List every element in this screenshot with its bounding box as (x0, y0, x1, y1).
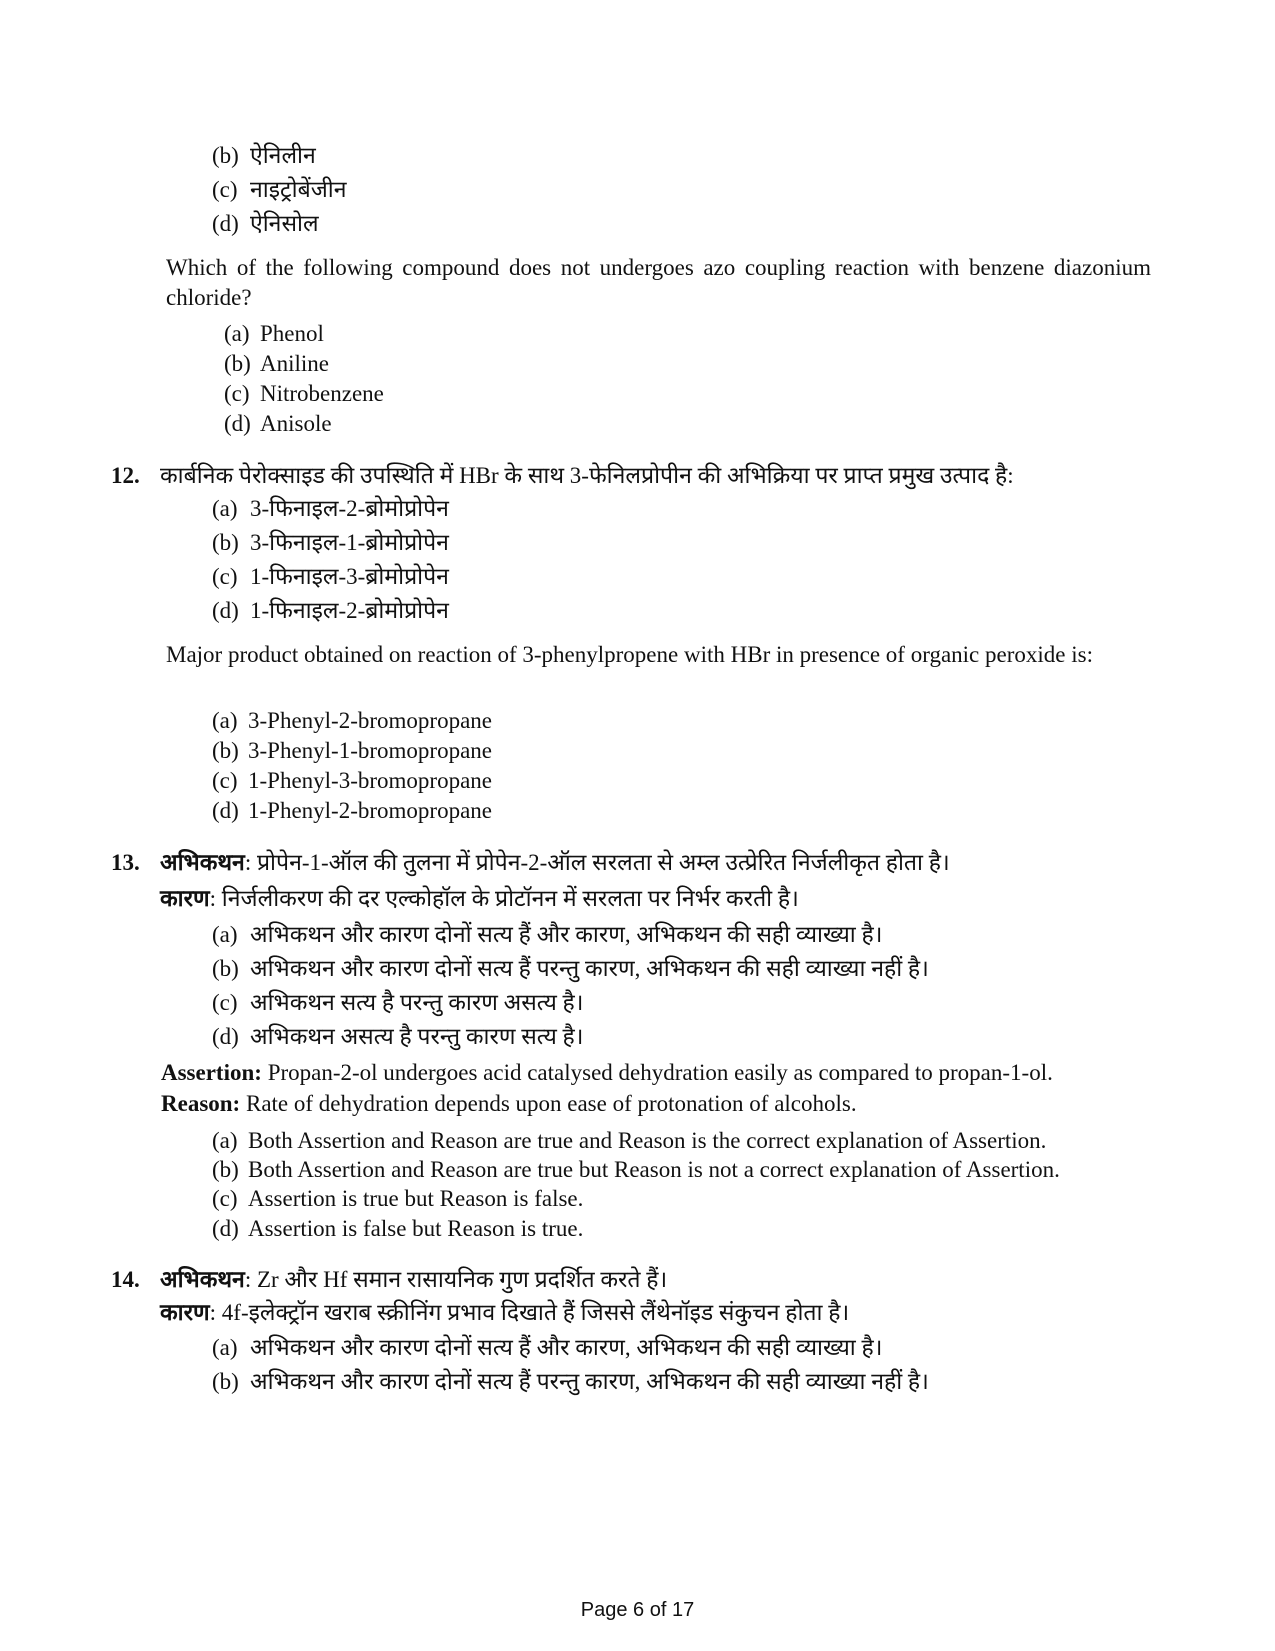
list-item (212, 562, 449, 592)
option-text: अभिकथन सत्य है परन्तु कारण असत्य है। (250, 990, 584, 1015)
option-text: 3-फिनाइल-2-ब्रोमोप्रोपेन (250, 496, 449, 521)
option-label: (b) (212, 738, 239, 763)
option-text: 3-Phenyl-1-bromopropane (248, 738, 492, 763)
option-text: Both Assertion and Reason are true but Reason is not a correct explanation of Assertion. (248, 1157, 1060, 1182)
list-item (224, 379, 384, 409)
list-item (212, 766, 492, 796)
assertion-text: Propan-2-ol undergoes acid catalysed dehydration easily as compared to propan-1-ol. (261, 1060, 1053, 1085)
option-label: (c) (212, 768, 238, 793)
option-label: (a) (212, 1335, 238, 1360)
option-text: 3-फिनाइल-1-ब्रोमोप्रोपेन (250, 530, 449, 555)
option-label: (a) (224, 321, 250, 346)
option-label: (c) (212, 177, 238, 202)
option-text: अभिकथन असत्य है परन्तु कारण सत्य है। (250, 1024, 584, 1049)
option-text: अभिकथन और कारण दोनों सत्य हैं परन्तु कारण, अभिकथन की सही व्याख्या नहीं है। (250, 956, 929, 981)
option-label: (b) (212, 1157, 239, 1182)
option-text: Assertion is false but Reason is true. (248, 1216, 584, 1241)
q12-question-hindi: कार्बनिक पेरोक्साइड की उपस्थिति में HBr के साथ 3-फेनिलप्रोपीन की अभिक्रिया पर प्राप्त प्रमुख उत्पाद है: (160, 463, 1014, 488)
option-text: 1-फिनाइल-3-ब्रोमोप्रोपेन (250, 564, 449, 589)
q13-assertion-english (161, 1058, 1053, 1088)
list-item (212, 954, 929, 984)
reason-label: Reason: (161, 1091, 241, 1116)
list-item (212, 528, 449, 558)
option-label: (c) (224, 381, 250, 406)
option-text: ऐनिलीन (250, 143, 316, 168)
option-label: (d) (212, 211, 239, 236)
q14-assertion-hindi (160, 1265, 667, 1295)
list-item (212, 1022, 583, 1052)
option-text: 3-Phenyl-2-bromopropane (248, 708, 492, 733)
question-number: 13. (111, 850, 140, 875)
reason-text: Rate of dehydration depends upon ease of protonation of alcohols. (240, 1091, 857, 1116)
assertion-label: अभिकथन (160, 850, 245, 875)
list-item (212, 141, 316, 171)
option-label: (d) (212, 1024, 239, 1049)
option-text: नाइट्रोबेंजीन (250, 177, 347, 202)
list-item (224, 349, 329, 379)
list-item (212, 1126, 1046, 1156)
option-text: ऐनिसोल (250, 211, 319, 236)
question-number: 14. (111, 1267, 140, 1292)
option-label: (a) (212, 922, 238, 947)
option-label: (b) (212, 530, 239, 555)
list-item (212, 175, 347, 205)
page-number: Page 6 of 17 (580, 1599, 695, 1621)
option-text: 1-Phenyl-3-bromopropane (248, 768, 492, 793)
option-label: (b) (212, 1369, 239, 1394)
list-item (212, 1184, 583, 1214)
option-text: Aniline (260, 351, 329, 376)
list-item (212, 1155, 1060, 1185)
q14-reason-hindi (160, 1298, 849, 1328)
option-label: (d) (212, 798, 239, 823)
option-text: Both Assertion and Reason are true and Reason is the correct explanation of Assertion. (248, 1128, 1047, 1153)
option-label: (d) (212, 598, 239, 623)
q13-reason-english (161, 1089, 857, 1119)
option-label: (d) (224, 411, 251, 436)
assertion-text: : प्रोपेन-1-ऑल की तुलना में प्रोपेन-2-ऑल सरलता से अम्ल उत्प्रेरित निर्जलीकृत होता है। (244, 850, 950, 875)
option-text: Nitrobenzene (260, 381, 384, 406)
option-text: Phenol (260, 321, 324, 346)
list-item (212, 796, 492, 826)
q12-question-english: Major product obtained on reaction of 3-phenylpropene with HBr in presence of organic peroxide is: (166, 642, 1093, 667)
list-item (224, 409, 332, 439)
option-label: (b) (212, 956, 239, 981)
assertion-label: Assertion: (161, 1060, 262, 1085)
list-item (212, 209, 319, 239)
q11-question-english: Which of the following compound does not undergoes azo coupling reaction with benzene diazonium chloride? (166, 255, 1151, 310)
list-item (212, 494, 449, 524)
reason-text: : 4f-इलेक्ट्रॉन खराब स्क्रीनिंग प्रभाव दिखाते हैं जिससे लैंथेनॉइड संकुचन होता है। (209, 1300, 850, 1325)
option-label: (d) (212, 1216, 239, 1241)
option-text: अभिकथन और कारण दोनों सत्य हैं और कारण, अभिकथन की सही व्याख्या है। (250, 922, 883, 947)
assertion-label: अभिकथन (160, 1267, 245, 1292)
option-text: 1-फिनाइल-2-ब्रोमोप्रोपेन (250, 598, 449, 623)
list-item (212, 1214, 583, 1244)
option-label: (a) (212, 1128, 238, 1153)
q13-reason-hindi (160, 884, 799, 914)
option-label: (b) (224, 351, 251, 376)
assertion-text: : Zr और Hf समान रासायनिक गुण प्रदर्शित करते हैं। (244, 1267, 668, 1292)
option-label: (b) (212, 143, 239, 168)
list-item (212, 920, 882, 950)
list-item (224, 319, 324, 349)
list-item (212, 596, 449, 626)
list-item (212, 706, 492, 736)
option-text: Assertion is true but Reason is false. (248, 1186, 584, 1211)
option-label: (c) (212, 564, 238, 589)
q13-assertion-hindi (160, 848, 950, 878)
option-label: (c) (212, 1186, 238, 1211)
reason-label: कारण (160, 1300, 210, 1325)
option-label: (a) (212, 708, 238, 733)
option-text: Anisole (260, 411, 332, 436)
list-item (212, 1333, 882, 1363)
option-text: अभिकथन और कारण दोनों सत्य हैं और कारण, अभिकथन की सही व्याख्या है। (250, 1335, 883, 1360)
option-label: (a) (212, 496, 238, 521)
list-item (212, 988, 583, 1018)
list-item (212, 736, 492, 766)
option-text: 1-Phenyl-2-bromopropane (248, 798, 492, 823)
option-text: अभिकथन और कारण दोनों सत्य हैं परन्तु कारण, अभिकथन की सही व्याख्या नहीं है। (250, 1369, 929, 1394)
reason-text: : निर्जलीकरण की दर एल्कोहॉल के प्रोटॉनन में सरलता पर निर्भर करती है। (209, 886, 799, 911)
list-item (212, 1367, 929, 1397)
reason-label: कारण (160, 886, 210, 911)
option-label: (c) (212, 990, 238, 1015)
question-number: 12. (111, 463, 140, 488)
